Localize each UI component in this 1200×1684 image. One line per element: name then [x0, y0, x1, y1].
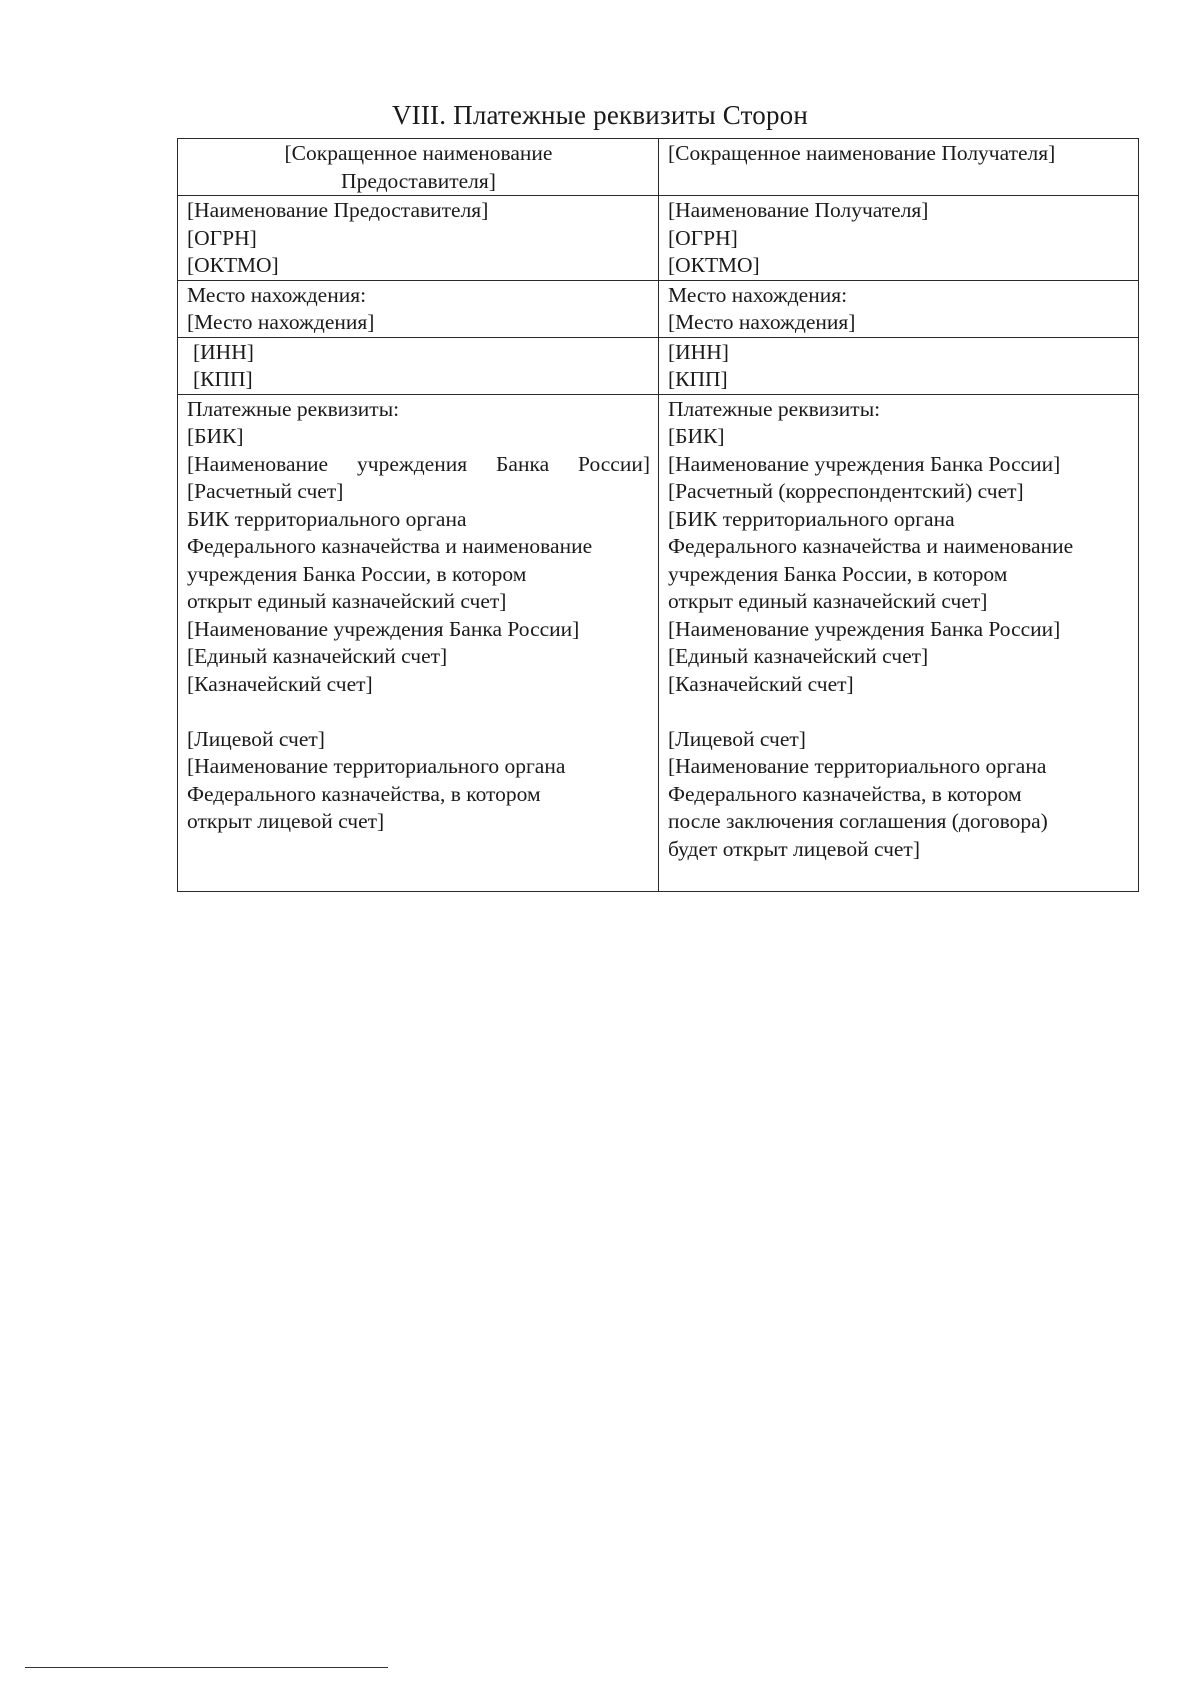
text-line: [ОКТМО]: [668, 253, 760, 277]
text-line: Место нахождения:: [668, 282, 848, 307]
cell-grantor-tax-ids: [178, 337, 659, 394]
cell-grantor-location: [178, 280, 659, 337]
text-line: [Казначейский счет]: [187, 671, 373, 696]
payment-details-table: [177, 138, 1139, 892]
text-line: Федерального казначейства, в котором: [668, 781, 1022, 806]
blank-line: [668, 698, 1130, 726]
text-line: [Наименование учреждения Банка России]: [187, 451, 650, 476]
text-line: [БИК]: [668, 424, 725, 448]
text-line: [ОГРН]: [668, 225, 738, 250]
text-line: [Наименование учреждения Банка России]: [668, 451, 1061, 476]
text-line: [Наименование учреждения Банка России]: [668, 616, 1061, 641]
table-row-payment-details: [178, 394, 1139, 891]
text-line: Платежные реквизиты:: [187, 396, 400, 421]
text-line: после заключения соглашения (договора): [668, 809, 1048, 833]
cell-recipient-payment-details: [659, 394, 1139, 891]
text-line: [Лицевой счет]: [187, 726, 325, 751]
text-line: [ИНН]: [193, 339, 254, 364]
cell-recipient-short-name: [659, 139, 1139, 196]
page-title: VIII. Платежные реквизиты Сторон: [391, 100, 809, 130]
text-line: БИК территориального органа: [187, 506, 467, 531]
text-line: учреждения Банка России, в котором: [668, 561, 1008, 586]
cell-grantor-names: [178, 196, 659, 281]
text-line: [Место нахождения]: [668, 310, 856, 334]
text-line: будет открыт лицевой счет]: [668, 836, 920, 861]
text-line: открыт лицевой счет]: [187, 809, 385, 833]
blank-line: [187, 698, 650, 726]
text-line: [ОГРН]: [187, 225, 257, 250]
text-line: Предоставителя]: [341, 168, 496, 193]
text-line: [ОКТМО]: [187, 253, 279, 277]
cell-recipient-names: [659, 196, 1139, 281]
text-line: [Наименование территориального органа: [668, 754, 1047, 778]
text-line: [Наименование учреждения Банка России]: [187, 616, 580, 641]
text-line: [Сокращенное наименование Получателя]: [668, 141, 1056, 165]
text-line: [Единый казначейский счет]: [187, 644, 448, 668]
text-line: открыт единый казначейский счет]: [668, 589, 988, 613]
text-line: Платежные реквизиты:: [668, 396, 881, 421]
cell-recipient-location: [659, 280, 1139, 337]
text-line: [Казначейский счет]: [668, 671, 854, 696]
text-line: [Лицевой счет]: [668, 726, 806, 751]
text-line: [Место нахождения]: [187, 310, 375, 334]
table-row-location: [178, 280, 1139, 337]
text-line: [Наименование территориального органа: [187, 754, 566, 778]
table-row-names: [178, 196, 1139, 281]
text-line: [БИК территориального органа: [668, 506, 955, 531]
text-line: учреждения Банка России, в котором: [187, 561, 527, 586]
text-line: [Наименование Получателя]: [668, 198, 929, 222]
text-line: Место нахождения:: [187, 282, 367, 307]
text-line: [ИНН]: [668, 339, 729, 364]
text-line: [КПП]: [193, 367, 253, 391]
table-row-tax-ids: [178, 337, 1139, 394]
text-line: [Сокращенное наименование: [284, 141, 553, 165]
text-line: [Расчетный (корреспондентский) счет]: [668, 479, 1024, 503]
text-line: [Единый казначейский счет]: [668, 644, 929, 668]
cell-grantor-payment-details: [178, 394, 659, 891]
text-line: Федерального казначейства, в котором: [187, 781, 541, 806]
table-row-header: [178, 139, 1139, 196]
text-line: Федерального казначейства и наименование: [668, 534, 1074, 558]
text-line: [БИК]: [187, 424, 244, 448]
text-line: [КПП]: [668, 367, 728, 391]
text-line: открыт единый казначейский счет]: [187, 589, 507, 613]
text-line: Федерального казначейства и наименование: [187, 534, 593, 558]
footnote-separator: [25, 1667, 388, 1668]
cell-grantor-short-name: [178, 139, 659, 196]
text-line: [Расчетный счет]: [187, 479, 344, 503]
text-line: [Наименование Предоставителя]: [187, 198, 489, 222]
cell-recipient-tax-ids: [659, 337, 1139, 394]
